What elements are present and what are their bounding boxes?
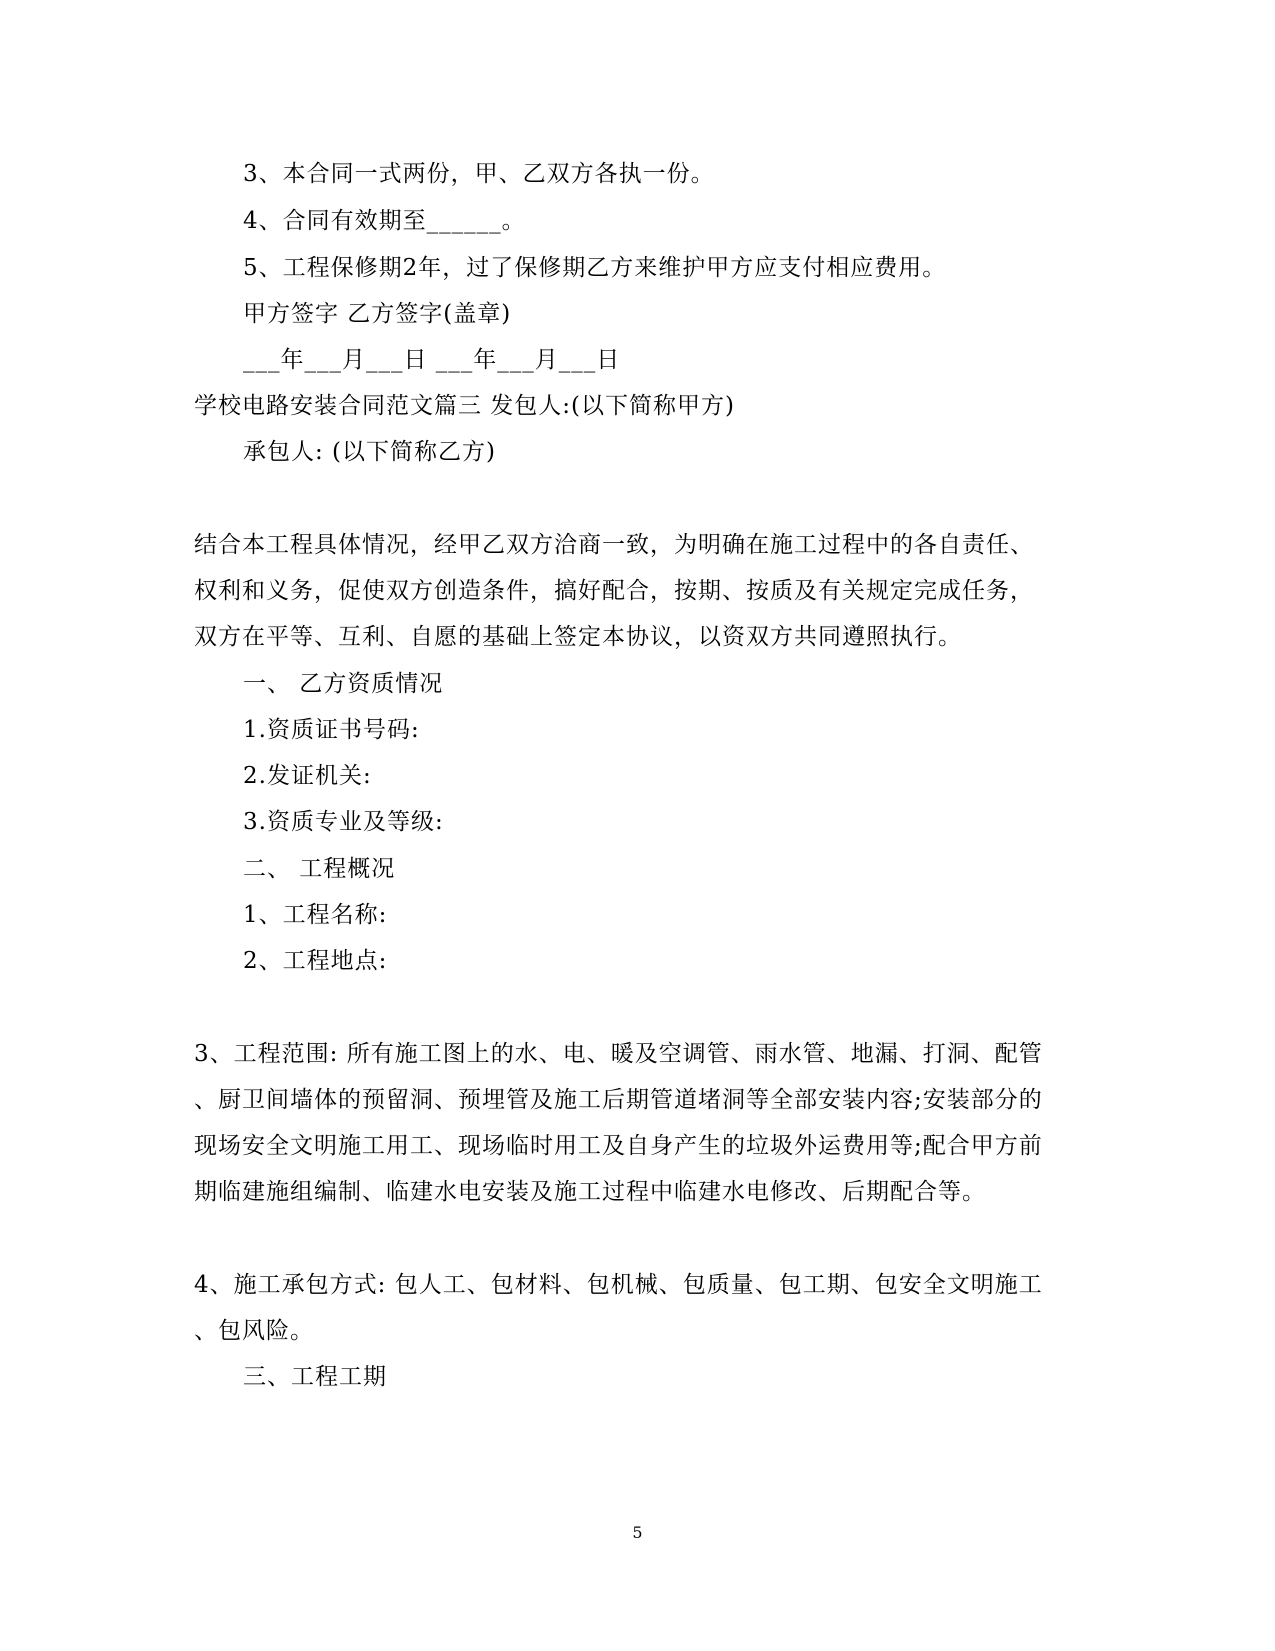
qualification-item-1: 1.资质证书号码:: [243, 717, 420, 743]
qualification-item-3: 3.资质专业及等级:: [243, 809, 444, 835]
contract-method-line-2: 、包风险。: [194, 1318, 314, 1344]
overview-item-1: 1、工程名称:: [243, 902, 388, 928]
intro-paragraph-line-2: 权利和义务，促使双方创造条件，搞好配合，按期、按质及有关规定完成任务，: [194, 578, 1034, 604]
qualification-item-2: 2.发证机关:: [243, 763, 372, 789]
section-heading-overview: 二、 工程概况: [243, 856, 396, 882]
contractor-line: 承包人: (以下简称乙方): [243, 439, 497, 465]
contract-method-line-1: 4、施工承包方式: 包人工、包材料、包机械、包质量、包工期、包安全文明施工: [194, 1272, 1043, 1298]
clause-validity: 4、合同有效期至______。: [243, 208, 526, 234]
clause-copies: 3、本合同一式两份，甲、乙双方各执一份。: [243, 161, 715, 187]
signature-line: 甲方签字 乙方签字(盖章): [243, 301, 512, 327]
date-line: ___年___月___日 ___年___月___日: [243, 347, 621, 373]
scope-paragraph-line-1: 3、工程范围: 所有施工图上的水、电、暖及空调管、雨水管、地漏、打洞、配管: [194, 1041, 1043, 1067]
clause-warranty: 5、工程保修期2年，过了保修期乙方来维护甲方应支付相应费用。: [243, 255, 947, 281]
scope-paragraph-line-3: 现场安全文明施工用工、现场临时用工及自身产生的垃圾外运费用等;配合甲方前: [194, 1133, 1043, 1159]
section-title-employer: 学校电路安装合同范文篇三 发包人:(以下简称甲方): [194, 393, 736, 419]
scope-paragraph-line-4: 期临建施组编制、临建水电安装及施工过程中临建水电修改、后期配合等。: [194, 1179, 986, 1205]
intro-paragraph-line-3: 双方在平等、互利、自愿的基础上签定本协议，以资双方共同遵照执行。: [194, 624, 962, 650]
section-heading-schedule: 三、工程工期: [243, 1364, 387, 1390]
section-heading-qualification: 一、 乙方资质情况: [243, 671, 444, 697]
page-number: 5: [632, 1523, 643, 1542]
overview-item-2: 2、工程地点:: [243, 948, 388, 974]
scope-paragraph-line-2: 、厨卫间墙体的预留洞、预埋管及施工后期管道堵洞等全部安装内容;安装部分的: [194, 1087, 1043, 1113]
intro-paragraph-line-1: 结合本工程具体情况，经甲乙双方洽商一致，为明确在施工过程中的各自责任、: [194, 532, 1034, 558]
